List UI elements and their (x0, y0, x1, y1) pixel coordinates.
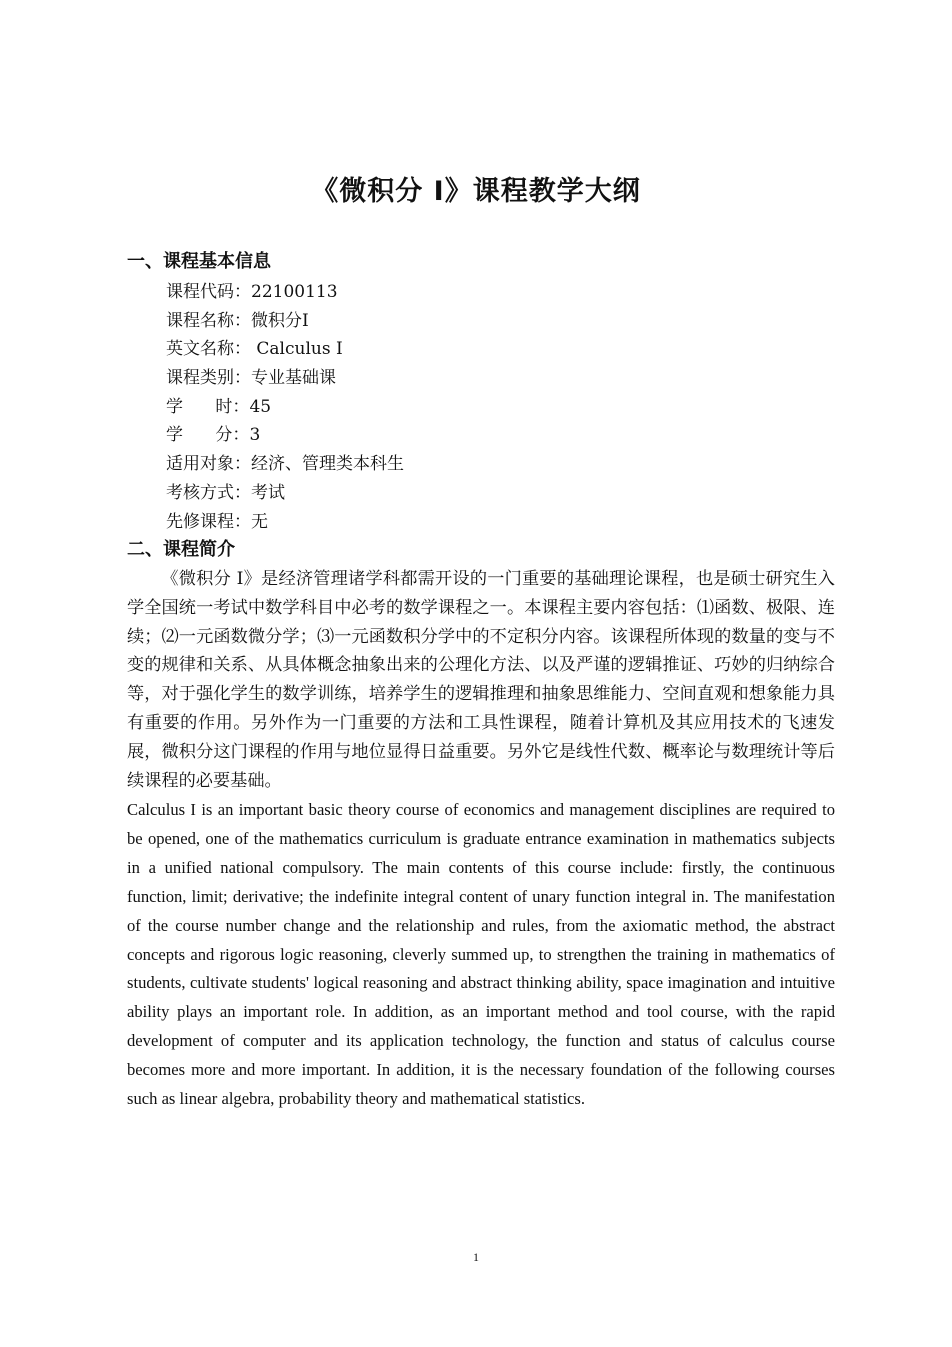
info-row-course-category (166, 364, 404, 393)
info-row-prerequisites (166, 508, 404, 537)
course-intro-english: Calculus I is an important basic theory course of economics and management disciplines are required to be opened, one of the mathematics curriculum is graduate entrance examination in mathematics subjects in a unified national compulsory. The main contents of this course include: firstly, the continuous function, limit; derivative; the indefinite integral content of unary function integral in. The manifestation of the course number change and the relationship and rules, from the axiomatic method, the abstract concepts and rigorous logic reasoning, cleverly summed up, to strengthen the training in mathematics of students, cultivate students' logical reasoning and abstract thinking ability, space imagination and intuitive ability plays an important role. In addition, as an important method and tool course, with the rapid development of computer and its application technology, the function and status of calculus course becomes more and more important. In addition, it is the necessary foundation of the following courses such as linear algebra, probability theory and mathematical statistics. (127, 800, 835, 1109)
info-value: 45 (249, 396, 272, 417)
info-row-hours (166, 393, 404, 422)
info-row-target-students (166, 450, 404, 479)
info-label: 学 时： (166, 396, 250, 417)
info-value: 专业基础课 (251, 368, 336, 389)
course-intro-chinese: 《微积分 I》是经济管理诸学科都需开设的一门重要的基础理论课程，也是硕士研究生入学全国统一考试中数学科目中必考的数学课程之一。本课程主要内容包括：⑴函数、极限、连续；⑵一元函数微分学；⑶一元函数积分学中的不定积分内容。该课程所体现的数量的变与不变的规律和关系、从具体概念抽象出来的公理化方法、以及严谨的逻辑推证、巧妙的归纳综合等，对于强化学生的数学训练，培养学生的逻辑推理和抽象思维能力、空间直观和想象能力具有重要的作用。另外作为一门重要的方法和工具性课程，随着计算机及其应用技术的飞速发展，微积分这门课程的作用与地位显得日益重要。另外它是线性代数、概率论与数理统计等后续课程的必要基础。 (127, 569, 835, 791)
info-row-assessment (166, 479, 404, 508)
info-label: 课程代码： (166, 282, 251, 302)
info-label: 先修课程： (166, 511, 251, 532)
info-value: 经济、管理类本科生 (251, 454, 404, 475)
section-heading-course-intro: 二、课程简介 (127, 539, 235, 560)
page-title: 《微积分 I》课程教学大纲 (311, 176, 641, 207)
course-info-list (166, 278, 404, 536)
info-row-credits (166, 421, 404, 450)
info-value: 22100113 (251, 282, 338, 302)
info-row-course-name (166, 307, 404, 336)
info-value: Calculus Ⅰ (251, 339, 343, 360)
page-number: 1 (473, 1250, 479, 1264)
info-label: 英文名称： (166, 339, 251, 360)
info-value: 无 (251, 511, 268, 532)
info-label: 学 分： (166, 425, 250, 446)
info-label: 课程类别： (166, 368, 251, 389)
section-heading-basic-info: 一、课程基本信息 (127, 251, 271, 272)
info-row-english-name (166, 335, 404, 364)
info-value: 考试 (251, 482, 285, 503)
info-value: 微积分Ⅰ (251, 310, 309, 331)
info-value: 3 (249, 425, 261, 446)
info-label: 课程名称： (166, 310, 251, 331)
info-label: 考核方式： (166, 482, 251, 503)
info-row-course-code (166, 278, 404, 307)
info-label: 适用对象： (166, 454, 251, 475)
